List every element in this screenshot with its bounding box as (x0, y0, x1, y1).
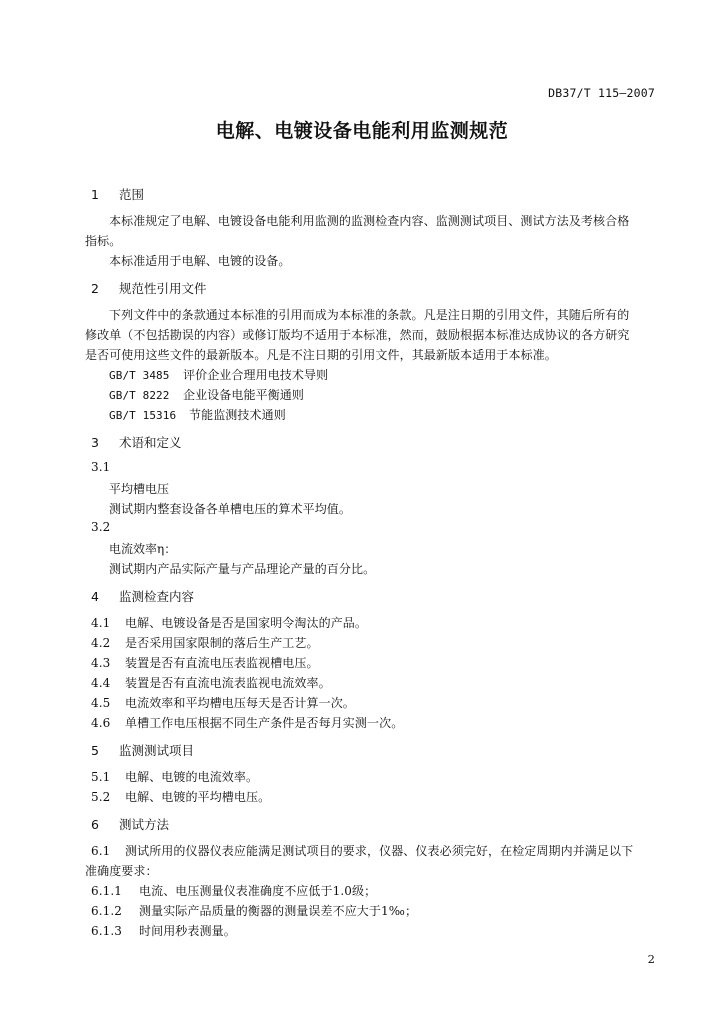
term-label: 电流效率 (109, 542, 158, 556)
list-item (91, 614, 367, 631)
list-item (91, 674, 331, 691)
reference-item (109, 386, 304, 403)
item-text: 单槽工作电压根据不同生产条件是否每月实测一次。 (125, 716, 404, 730)
list-item (91, 634, 319, 651)
term-name: 平均槽电压 (109, 482, 170, 496)
item-number: 6.1.1 (91, 884, 123, 898)
term-definition: 测试期内产品实际产量与产品理论产量的百分比。 (109, 562, 376, 576)
list-item (91, 902, 417, 919)
item-number: 4.5 (91, 696, 111, 710)
section-1-heading (91, 185, 144, 203)
item-text: 测试所用的仪器仪表应能满足测试项目的要求，仪器、仪表必须完好，在检定周期内并满足以下 (125, 844, 634, 858)
item-number: 6.1.2 (91, 904, 123, 918)
paragraph-line: 下列文件中的条款通过本标准的引用而成为本标准的条款。凡是注日期的引用文件，其随后所有的 (109, 308, 630, 322)
section-title: 监测检查内容 (119, 589, 195, 604)
section-number: 6 (91, 817, 99, 832)
item-text: 时间用秒表测量。 (139, 924, 236, 938)
section-5-heading (91, 741, 194, 759)
reference-code: GB/T 15316 (109, 409, 177, 422)
section-4-heading (91, 587, 194, 605)
reference-title: 评价企业合理用电技术导则 (183, 368, 329, 382)
item-text: 测量实际产品质量的衡器的测量误差不应大于1‰； (139, 904, 418, 918)
section-number: 1 (91, 187, 99, 202)
list-item (91, 788, 270, 805)
paragraph-line: 修改单（不包括勘误的内容）或修订版均不适用于本标准，然而，鼓励根据本标准达成协议的各方研究 (85, 328, 630, 342)
item-number: 4.6 (91, 716, 111, 730)
item-number: 4.1 (91, 616, 111, 630)
paragraph-line (91, 842, 633, 859)
list-item (91, 882, 376, 899)
term-symbol: η： (157, 542, 177, 556)
item-number: 4.2 (91, 636, 111, 650)
item-text: 电流、电压测量仪表准确度不应低于1.0级； (139, 884, 377, 898)
reference-code: GB/T 8222 (109, 389, 170, 402)
list-item (91, 714, 403, 731)
list-item (91, 768, 258, 785)
paragraph-line: 指标。 (85, 234, 122, 248)
section-number: 3 (91, 435, 99, 450)
reference-code: GB/T 3485 (109, 369, 170, 382)
item-number: 4.4 (91, 676, 111, 690)
section-6-heading (91, 815, 169, 833)
item-number: 5.2 (91, 790, 111, 804)
section-2-heading (91, 279, 207, 297)
item-text: 是否采用国家限制的落后生产工艺。 (125, 636, 319, 650)
standard-number: DB37/T 115—2007 (548, 86, 655, 100)
item-text: 电解、电镀的平均槽电压。 (125, 790, 271, 804)
item-text: 装置是否有直流电压表监视槽电压。 (125, 656, 319, 670)
section-number: 5 (91, 743, 99, 758)
paragraph-line: 是否可使用这些文件的最新版本。凡是不注日期的引用文件，其最新版本适用于本标准。 (85, 348, 557, 362)
section-3-heading (91, 433, 182, 451)
item-text: 电解、电镀的电流效率。 (125, 770, 259, 784)
paragraph-line: 本标准规定了电解、电镀设备电能利用监测的监测检查内容、监测测试项目、测试方法及考核合格 (109, 214, 630, 228)
paragraph-line: 准确度要求： (85, 864, 158, 878)
page-number: 2 (647, 952, 655, 966)
item-number: 4.3 (91, 656, 111, 670)
list-item (91, 654, 319, 671)
item-number: 6.1 (91, 844, 111, 858)
item-text: 电解、电镀设备是否是国家明令淘汰的产品。 (125, 616, 368, 630)
item-number: 5.1 (91, 770, 111, 784)
item-number: 6.1.3 (91, 924, 123, 938)
section-title: 术语和定义 (119, 435, 182, 450)
list-item (91, 694, 355, 711)
reference-item (109, 406, 286, 423)
section-title: 规范性引用文件 (119, 281, 207, 296)
term-definition: 测试期内整套设备各单槽电压的算术平均值。 (109, 502, 352, 516)
item-text: 装置是否有直流电流表监视电流效率。 (125, 676, 331, 690)
paragraph-line: 本标准适用于电解、电镀的设备。 (109, 254, 291, 268)
section-title: 监测测试项目 (119, 743, 195, 758)
section-title: 测试方法 (119, 817, 170, 832)
term-name (109, 540, 176, 557)
list-item (91, 922, 236, 939)
section-title: 范围 (119, 187, 145, 202)
reference-title: 节能监测技术通则 (189, 408, 286, 422)
reference-item (109, 366, 328, 383)
term-number: 3.2 (91, 520, 111, 534)
reference-title: 企业设备电能平衡通则 (183, 388, 305, 402)
document-title: 电解、电镀设备电能利用监测规范 (215, 120, 509, 142)
section-number: 2 (91, 281, 99, 296)
item-text: 电流效率和平均槽电压每天是否计算一次。 (125, 696, 355, 710)
term-number: 3.1 (91, 460, 111, 474)
section-number: 4 (91, 589, 99, 604)
